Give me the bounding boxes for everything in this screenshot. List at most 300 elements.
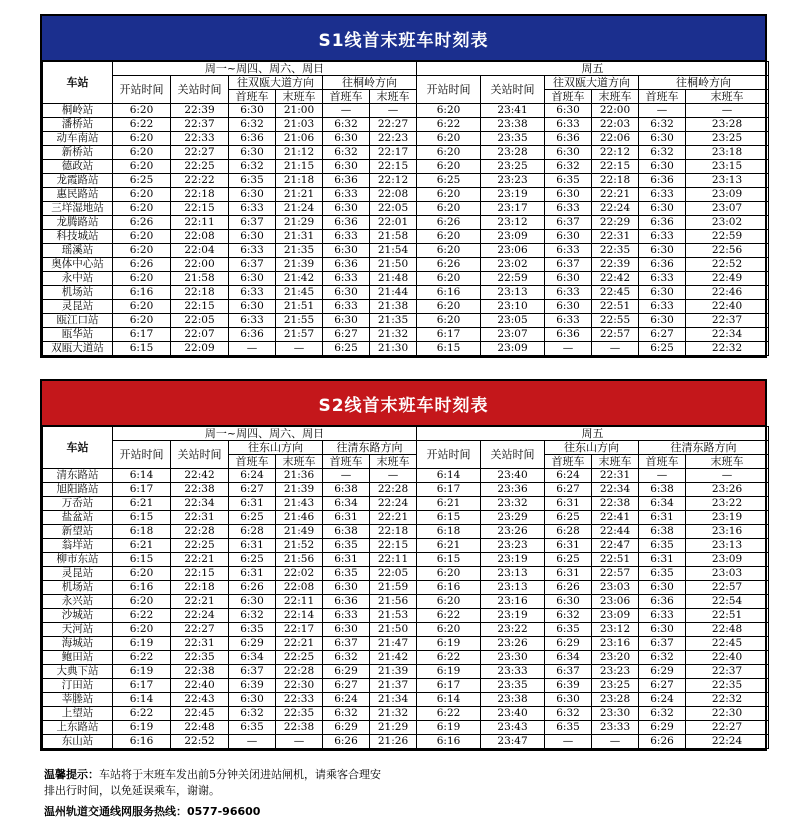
open-time-header: 开站时间 [417, 441, 481, 469]
time-cell: 22:28 [276, 665, 323, 679]
time-cell: 6:37 [229, 216, 276, 230]
time-cell: 23:36 [481, 483, 545, 497]
time-cell: 6:16 [417, 735, 481, 749]
time-cell: — [545, 735, 592, 749]
station-name: 灵昆站 [43, 567, 113, 581]
time-cell: 6:33 [639, 188, 686, 202]
time-cell: 6:33 [639, 300, 686, 314]
time-cell: 6:32 [639, 651, 686, 665]
time-cell: 6:30 [323, 623, 370, 637]
station-name: 科技城站 [43, 230, 113, 244]
time-cell: 6:14 [417, 469, 481, 483]
station-name: 瓯华站 [43, 328, 113, 342]
time-cell: 23:12 [592, 623, 639, 637]
time-cell: 21:39 [276, 483, 323, 497]
time-cell: — [592, 735, 639, 749]
time-cell: 6:24 [639, 693, 686, 707]
time-cell: 6:29 [323, 721, 370, 735]
time-cell: 6:35 [323, 567, 370, 581]
station-name: 东山站 [43, 735, 113, 749]
time-cell: 6:16 [113, 581, 171, 595]
time-cell: 21:39 [370, 665, 417, 679]
time-cell: 23:28 [592, 693, 639, 707]
time-cell: 22:18 [171, 286, 229, 300]
table-row [43, 272, 769, 286]
time-cell: 6:32 [545, 707, 592, 721]
station-name: 盐盆站 [43, 511, 113, 525]
time-cell: 21:56 [276, 553, 323, 567]
dir2-header: 往桐岭方向 [323, 76, 417, 90]
time-cell: 22:40 [171, 679, 229, 693]
time-cell: 22:33 [276, 693, 323, 707]
table-row [43, 202, 769, 216]
time-cell: 6:21 [113, 497, 171, 511]
table-row [43, 483, 769, 497]
time-cell: 6:35 [545, 623, 592, 637]
time-cell: 6:20 [417, 188, 481, 202]
time-cell: 6:30 [545, 595, 592, 609]
time-cell: 22:18 [171, 188, 229, 202]
s2-rows [43, 469, 769, 749]
dir1-header: 往双瓯大道方向 [229, 76, 323, 90]
time-cell: 6:17 [113, 483, 171, 497]
time-cell: 6:20 [417, 202, 481, 216]
time-cell: 21:21 [276, 188, 323, 202]
time-cell: 6:27 [229, 483, 276, 497]
time-cell: 6:26 [113, 216, 171, 230]
time-cell: 23:10 [481, 300, 545, 314]
time-cell: 23:17 [481, 202, 545, 216]
time-cell: 22:18 [171, 581, 229, 595]
notice-label: 温馨提示： [44, 768, 99, 781]
time-cell: 6:31 [545, 539, 592, 553]
time-cell: 6:20 [417, 623, 481, 637]
time-cell: 6:20 [113, 595, 171, 609]
time-cell: 23:40 [481, 469, 545, 483]
time-cell: 6:36 [323, 595, 370, 609]
time-cell: 23:09 [686, 553, 769, 567]
station-name: 机场站 [43, 581, 113, 595]
time-cell: 6:19 [417, 637, 481, 651]
station-name: 莘塍站 [43, 693, 113, 707]
time-cell: 6:20 [113, 202, 171, 216]
time-cell: 6:20 [113, 104, 171, 118]
time-cell: 22:35 [592, 244, 639, 258]
time-cell: 21:03 [276, 118, 323, 132]
time-cell: 6:22 [113, 118, 171, 132]
time-cell: 6:26 [545, 581, 592, 595]
time-cell: 6:38 [639, 525, 686, 539]
time-cell: 21:44 [370, 286, 417, 300]
time-cell: 22:25 [276, 651, 323, 665]
time-cell: 6:14 [417, 693, 481, 707]
time-cell: 22:41 [592, 511, 639, 525]
time-cell: 22:15 [592, 160, 639, 174]
time-cell: 6:34 [639, 497, 686, 511]
time-cell: 22:11 [276, 595, 323, 609]
time-cell: 6:33 [229, 244, 276, 258]
time-cell: 6:30 [639, 314, 686, 328]
time-cell: 22:38 [276, 721, 323, 735]
station-name: 机场站 [43, 286, 113, 300]
time-cell: — [323, 104, 370, 118]
time-cell: 22:03 [592, 118, 639, 132]
table-row [43, 595, 769, 609]
time-cell: 22:17 [276, 623, 323, 637]
time-cell: 22:52 [171, 735, 229, 749]
time-cell: 22:11 [370, 553, 417, 567]
time-cell: 6:18 [417, 525, 481, 539]
time-cell: 6:32 [229, 160, 276, 174]
time-cell: 22:59 [686, 230, 769, 244]
time-cell: 23:23 [481, 539, 545, 553]
time-cell: 6:32 [639, 707, 686, 721]
time-cell: 23:25 [592, 679, 639, 693]
time-cell: 6:19 [417, 665, 481, 679]
station-name: 双瓯大道站 [43, 342, 113, 356]
time-cell: 23:43 [481, 721, 545, 735]
time-cell: 6:30 [545, 230, 592, 244]
time-cell: 6:20 [113, 146, 171, 160]
table-row [43, 230, 769, 244]
time-cell: 23:41 [481, 104, 545, 118]
station-name: 三垟湿地站 [43, 202, 113, 216]
time-cell: 22:37 [686, 314, 769, 328]
station-name: 沙城站 [43, 609, 113, 623]
notice [44, 767, 764, 799]
time-cell: 6:17 [113, 328, 171, 342]
time-cell: 22:22 [171, 174, 229, 188]
time-cell: 6:33 [545, 202, 592, 216]
time-cell: 22:00 [592, 104, 639, 118]
time-cell: 23:29 [481, 511, 545, 525]
time-cell: 6:32 [545, 160, 592, 174]
time-cell: 6:37 [545, 258, 592, 272]
time-cell: 6:33 [323, 300, 370, 314]
time-cell: 22:27 [686, 721, 769, 735]
time-cell: 21:42 [276, 272, 323, 286]
time-cell: 23:38 [481, 693, 545, 707]
time-cell: 6:30 [545, 188, 592, 202]
s1-schedule [40, 14, 767, 358]
time-cell: 22:46 [686, 286, 769, 300]
time-cell: 22:21 [171, 553, 229, 567]
time-cell: 23:07 [481, 328, 545, 342]
time-cell: 22:33 [171, 132, 229, 146]
time-cell: 6:35 [323, 539, 370, 553]
time-cell: 23:07 [686, 202, 769, 216]
time-cell: 22:15 [171, 202, 229, 216]
time-cell: — [276, 735, 323, 749]
time-cell: — [639, 469, 686, 483]
time-cell: 6:36 [229, 132, 276, 146]
period-b-header: 周五 [417, 62, 769, 76]
time-cell: 6:26 [417, 258, 481, 272]
time-cell: — [592, 342, 639, 356]
time-cell: 6:32 [639, 118, 686, 132]
time-cell: 23:02 [686, 216, 769, 230]
time-cell: 23:13 [686, 174, 769, 188]
time-cell: — [639, 104, 686, 118]
time-cell: 6:30 [323, 286, 370, 300]
time-cell: 6:20 [417, 230, 481, 244]
time-cell: 22:24 [686, 735, 769, 749]
first-train-header: 首班车 [229, 90, 276, 104]
time-cell: 6:30 [229, 300, 276, 314]
time-cell: 6:30 [323, 244, 370, 258]
time-cell: 22:57 [686, 581, 769, 595]
time-cell: 22:48 [171, 721, 229, 735]
time-cell: 23:33 [481, 665, 545, 679]
time-cell: 6:26 [113, 258, 171, 272]
time-cell: 6:30 [229, 272, 276, 286]
time-cell: 22:25 [171, 539, 229, 553]
time-cell: 23:16 [592, 637, 639, 651]
table-row [43, 693, 769, 707]
time-cell: 23:13 [686, 539, 769, 553]
time-cell: 6:22 [417, 707, 481, 721]
time-cell: 6:36 [639, 174, 686, 188]
station-name: 瓯江口站 [43, 314, 113, 328]
first-train-header: 首班车 [323, 455, 370, 469]
time-cell: 6:26 [417, 216, 481, 230]
table-row [43, 118, 769, 132]
time-cell: 22:30 [276, 679, 323, 693]
time-cell: 6:30 [229, 230, 276, 244]
time-cell: 23:30 [592, 707, 639, 721]
time-cell: 22:51 [592, 553, 639, 567]
last-train-header: 末班车 [370, 455, 417, 469]
time-cell: 6:30 [545, 104, 592, 118]
time-cell: 21:54 [370, 244, 417, 258]
time-cell: 6:31 [639, 553, 686, 567]
time-cell: 6:31 [323, 553, 370, 567]
time-cell: 23:06 [592, 595, 639, 609]
time-cell: 6:18 [113, 525, 171, 539]
time-cell: 22:28 [171, 525, 229, 539]
time-cell: 6:35 [639, 539, 686, 553]
time-cell: 22:43 [171, 693, 229, 707]
time-cell: 6:36 [639, 216, 686, 230]
time-cell: 22:51 [686, 609, 769, 623]
time-cell: 22:48 [686, 623, 769, 637]
last-train-header: 末班车 [370, 90, 417, 104]
time-cell: 6:20 [417, 300, 481, 314]
time-cell: 21:42 [370, 651, 417, 665]
time-cell: 6:35 [545, 174, 592, 188]
time-cell: 22:08 [276, 581, 323, 595]
table-row [43, 623, 769, 637]
time-cell: 22:01 [370, 216, 417, 230]
table-row [43, 342, 769, 356]
time-cell: 6:33 [323, 272, 370, 286]
time-cell: 21:34 [370, 693, 417, 707]
time-cell: 6:30 [323, 132, 370, 146]
time-cell: 22:35 [686, 679, 769, 693]
time-cell: 22:15 [171, 567, 229, 581]
time-cell: 6:20 [417, 567, 481, 581]
time-cell: 21:59 [370, 581, 417, 595]
time-cell: 21:47 [370, 637, 417, 651]
s1-rows [43, 104, 769, 356]
time-cell: 6:36 [323, 216, 370, 230]
time-cell: 21:00 [276, 104, 323, 118]
last-train-header: 末班车 [592, 90, 639, 104]
time-cell: 6:15 [113, 553, 171, 567]
dir2-header: 往清东路方向 [639, 441, 769, 455]
time-cell: 6:33 [323, 230, 370, 244]
time-cell: 23:20 [592, 651, 639, 665]
time-cell: 22:34 [592, 483, 639, 497]
time-cell: 23:32 [481, 497, 545, 511]
station-name: 鲍田站 [43, 651, 113, 665]
time-cell: 6:34 [545, 651, 592, 665]
time-cell: 22:15 [370, 160, 417, 174]
time-cell: 23:19 [481, 188, 545, 202]
time-cell: 6:20 [113, 623, 171, 637]
time-cell: 6:20 [113, 230, 171, 244]
time-cell: 23:19 [481, 553, 545, 567]
time-cell: 6:22 [417, 609, 481, 623]
time-cell: 6:33 [545, 286, 592, 300]
dir1-header: 往东山方向 [545, 441, 639, 455]
time-cell: 6:34 [229, 651, 276, 665]
time-cell: 21:38 [370, 300, 417, 314]
time-cell: 22:57 [592, 567, 639, 581]
time-cell: 22:08 [171, 230, 229, 244]
table-row [43, 707, 769, 721]
time-cell: 22:17 [370, 146, 417, 160]
time-cell: 22:21 [276, 637, 323, 651]
time-cell: 6:29 [229, 637, 276, 651]
station-name: 新桥站 [43, 146, 113, 160]
time-cell: 6:37 [545, 665, 592, 679]
time-cell: 6:21 [113, 539, 171, 553]
table-row [43, 679, 769, 693]
time-cell: 23:16 [481, 595, 545, 609]
time-cell: 22:24 [171, 609, 229, 623]
time-cell: — [686, 104, 769, 118]
time-cell: 22:11 [171, 216, 229, 230]
time-cell: — [370, 469, 417, 483]
time-cell: 23:09 [592, 609, 639, 623]
time-cell: 6:31 [229, 567, 276, 581]
station-header: 车站 [43, 62, 113, 104]
time-cell: 21:29 [370, 721, 417, 735]
time-cell: 6:32 [323, 118, 370, 132]
period-a-header: 周一~周四、周六、周日 [113, 62, 417, 76]
time-cell: 6:15 [113, 511, 171, 525]
period-b-header: 周五 [417, 427, 769, 441]
table-row [43, 300, 769, 314]
time-cell: 21:31 [276, 230, 323, 244]
time-cell: 6:25 [545, 511, 592, 525]
time-cell: 6:29 [639, 721, 686, 735]
time-cell: 21:57 [276, 328, 323, 342]
station-name: 德政站 [43, 160, 113, 174]
table-row [43, 104, 769, 118]
first-train-header: 首班车 [229, 455, 276, 469]
time-cell: 22:12 [370, 174, 417, 188]
time-cell: 6:25 [229, 511, 276, 525]
time-cell: 22:27 [171, 146, 229, 160]
time-cell: — [370, 104, 417, 118]
time-cell: 6:20 [113, 300, 171, 314]
time-cell: 6:37 [545, 216, 592, 230]
time-cell: 23:35 [481, 132, 545, 146]
station-name: 汀田站 [43, 679, 113, 693]
time-cell: 6:30 [639, 581, 686, 595]
station-name: 柳市东站 [43, 553, 113, 567]
time-cell: 6:38 [323, 525, 370, 539]
time-cell: 6:32 [323, 707, 370, 721]
time-cell: 6:16 [113, 286, 171, 300]
table-row [43, 216, 769, 230]
open-time-header: 开站时间 [113, 76, 171, 104]
time-cell: 22:39 [171, 104, 229, 118]
time-cell: 6:27 [323, 328, 370, 342]
station-header: 车站 [43, 427, 113, 469]
first-train-header: 首班车 [545, 455, 592, 469]
time-cell: 6:25 [323, 342, 370, 356]
time-cell: — [229, 342, 276, 356]
table-row [43, 314, 769, 328]
time-cell: 22:08 [370, 188, 417, 202]
time-cell: 6:20 [113, 160, 171, 174]
close-time-header: 关站时间 [171, 76, 229, 104]
time-cell: 22:40 [686, 300, 769, 314]
time-cell: 22:30 [686, 707, 769, 721]
time-cell: 23:12 [481, 216, 545, 230]
time-cell: 22:07 [171, 328, 229, 342]
service-hotline: 温州轨道交通线网服务热线：0577-96600 [44, 805, 261, 818]
time-cell: 6:28 [229, 525, 276, 539]
last-train-header: 末班车 [686, 455, 769, 469]
last-train-header: 末班车 [276, 455, 323, 469]
time-cell: 6:33 [545, 314, 592, 328]
table-row [43, 497, 769, 511]
time-cell: — [276, 342, 323, 356]
time-cell: 22:25 [171, 160, 229, 174]
time-cell: 23:15 [686, 160, 769, 174]
time-cell: 21:50 [370, 258, 417, 272]
time-cell: 23:03 [686, 567, 769, 581]
time-cell: 6:24 [545, 469, 592, 483]
time-cell: 23:38 [481, 118, 545, 132]
time-cell: 6:20 [113, 132, 171, 146]
time-cell: 6:30 [639, 623, 686, 637]
time-cell: 23:23 [592, 665, 639, 679]
time-cell: 22:34 [171, 497, 229, 511]
time-cell: 6:35 [639, 567, 686, 581]
time-cell: 6:22 [113, 651, 171, 665]
time-cell: 6:27 [545, 483, 592, 497]
time-cell: 22:38 [592, 497, 639, 511]
time-cell: 22:52 [686, 258, 769, 272]
time-cell: 6:27 [323, 679, 370, 693]
time-cell: — [229, 735, 276, 749]
station-name: 永中站 [43, 272, 113, 286]
time-cell: 6:17 [417, 679, 481, 693]
table-row [43, 132, 769, 146]
s1-timetable [42, 61, 769, 356]
time-cell: 21:18 [276, 174, 323, 188]
time-cell: 23:28 [481, 146, 545, 160]
time-cell: 22:14 [276, 609, 323, 623]
time-cell: 21:39 [276, 258, 323, 272]
time-cell: 6:30 [545, 300, 592, 314]
time-cell: 6:38 [639, 483, 686, 497]
